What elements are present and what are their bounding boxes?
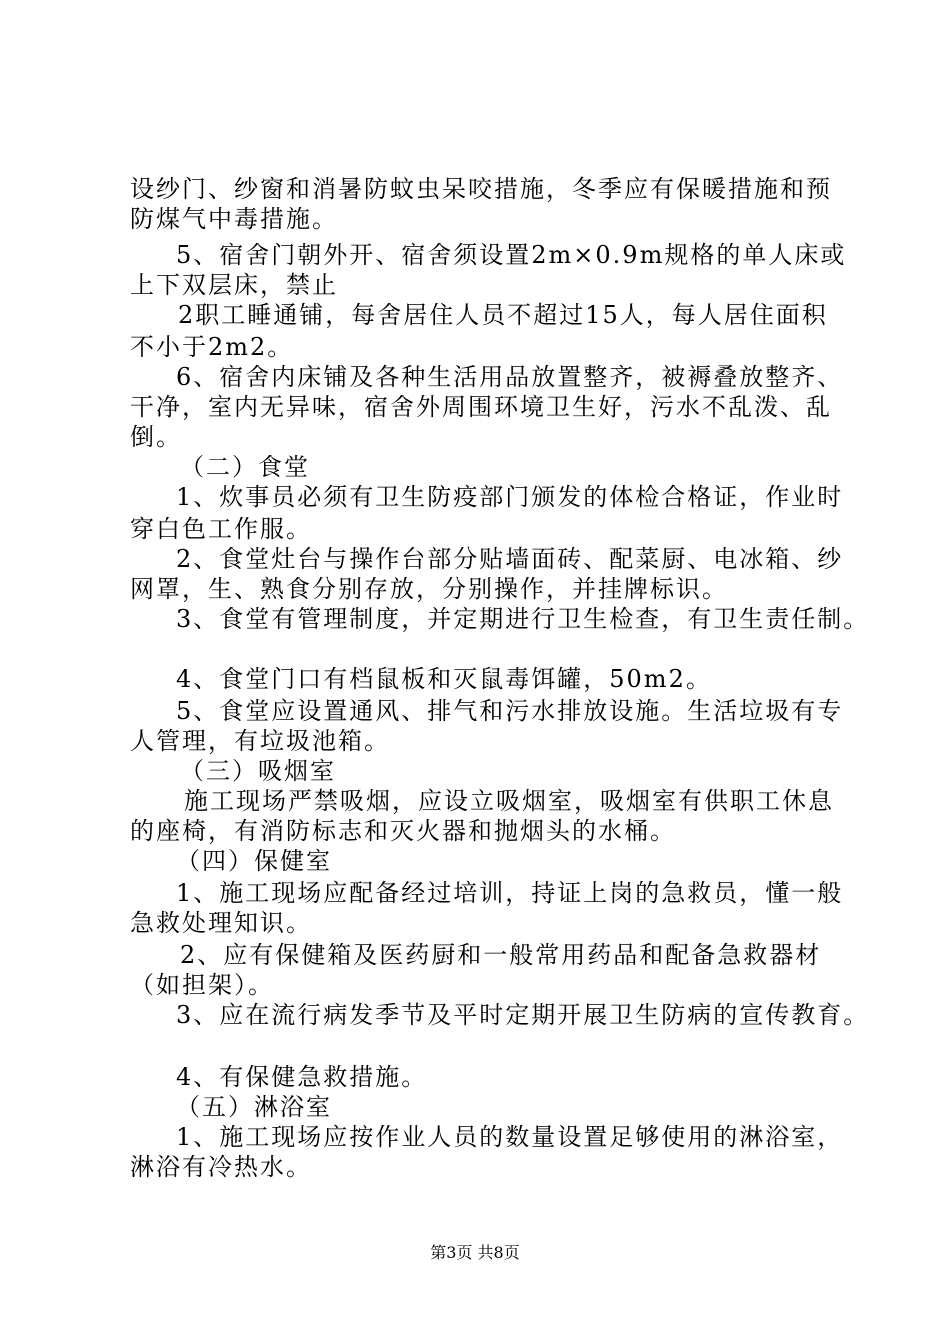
text-line: 的座椅，有消防标志和灭火器和抛烟头的水桶。 [130,817,676,845]
text-line: 6、宿舍内床铺及各种生活用品放置整齐，被褥叠放整齐、 [176,363,844,391]
text-line: 1、炊事员必须有卫生防疫部门颁发的体检合格证，作业时 [176,483,844,511]
text-line: 淋浴有冷热水。 [130,1153,312,1181]
text-line: 4、食堂门口有档鼠板和灭鼠毒饵罐，50m2。 [176,665,712,693]
text-line: 人管理，有垃圾池箱。 [130,727,390,755]
text-line: 4、有保健急救措施。 [176,1063,428,1091]
text-line: 急救处理知识。 [130,909,312,937]
text-line: （如担架）。 [130,971,274,999]
page-footer [0,1243,950,1263]
text-line: 防煤气中毒措施。 [130,205,338,233]
section-heading: （三）吸烟室 [180,757,336,785]
page-indicator: 第3页 共8页 [430,1243,520,1262]
text-line: 倒。 [130,423,182,451]
text-line: 2职工睡通铺，每舍居住人员不超过15人，每人居住面积 [178,301,828,329]
text-line: 设纱门、纱窗和消暑防蚊虫呆咬措施，冬季应有保暖措施和预 [130,175,832,203]
text-line: 1、施工现场应配备经过培训，持证上岗的急救员，懂一般 [176,879,844,907]
section-heading: （二）食堂 [180,453,310,481]
text-line: 3、应在流行病发季节及平时定期开展卫生防病的宣传教育。 [176,1001,870,1029]
text-line: 干净，室内无异味，宿舍外周围环境卫生好，污水不乱泼、乱 [130,393,832,421]
text-line: 3、食堂有管理制度，并定期进行卫生检查，有卫生责任制。 [176,605,870,633]
section-heading: （四）保健室 [176,847,332,875]
section-heading: （五）淋浴室 [176,1093,332,1121]
text-line: 施工现场严禁吸烟，应设立吸烟室，吸烟室有供职工休息 [184,787,834,815]
text-line: 5、宿舍门朝外开、宿舍须设置2m×0.9m规格的单人床或 [176,241,847,269]
text-line: 1、施工现场应按作业人员的数量设置足够使用的淋浴室， [176,1123,844,1151]
text-line: 网罩，生、熟食分别存放，分别操作，并挂牌标识。 [130,575,728,603]
text-line: 不小于2m2。 [130,333,294,361]
text-line: 上下双层床，禁止 [130,271,338,299]
text-line: 2、食堂灶台与操作台部分贴墙面砖、配菜厨、电冰箱、纱 [176,545,844,573]
text-line: 5、食堂应设置通风、排气和污水排放设施。生活垃圾有专 [176,697,844,725]
text-line: 2、应有保健箱及医药厨和一般常用药品和配备急救器材 [180,941,822,969]
text-line: 穿白色工作服。 [130,515,312,543]
